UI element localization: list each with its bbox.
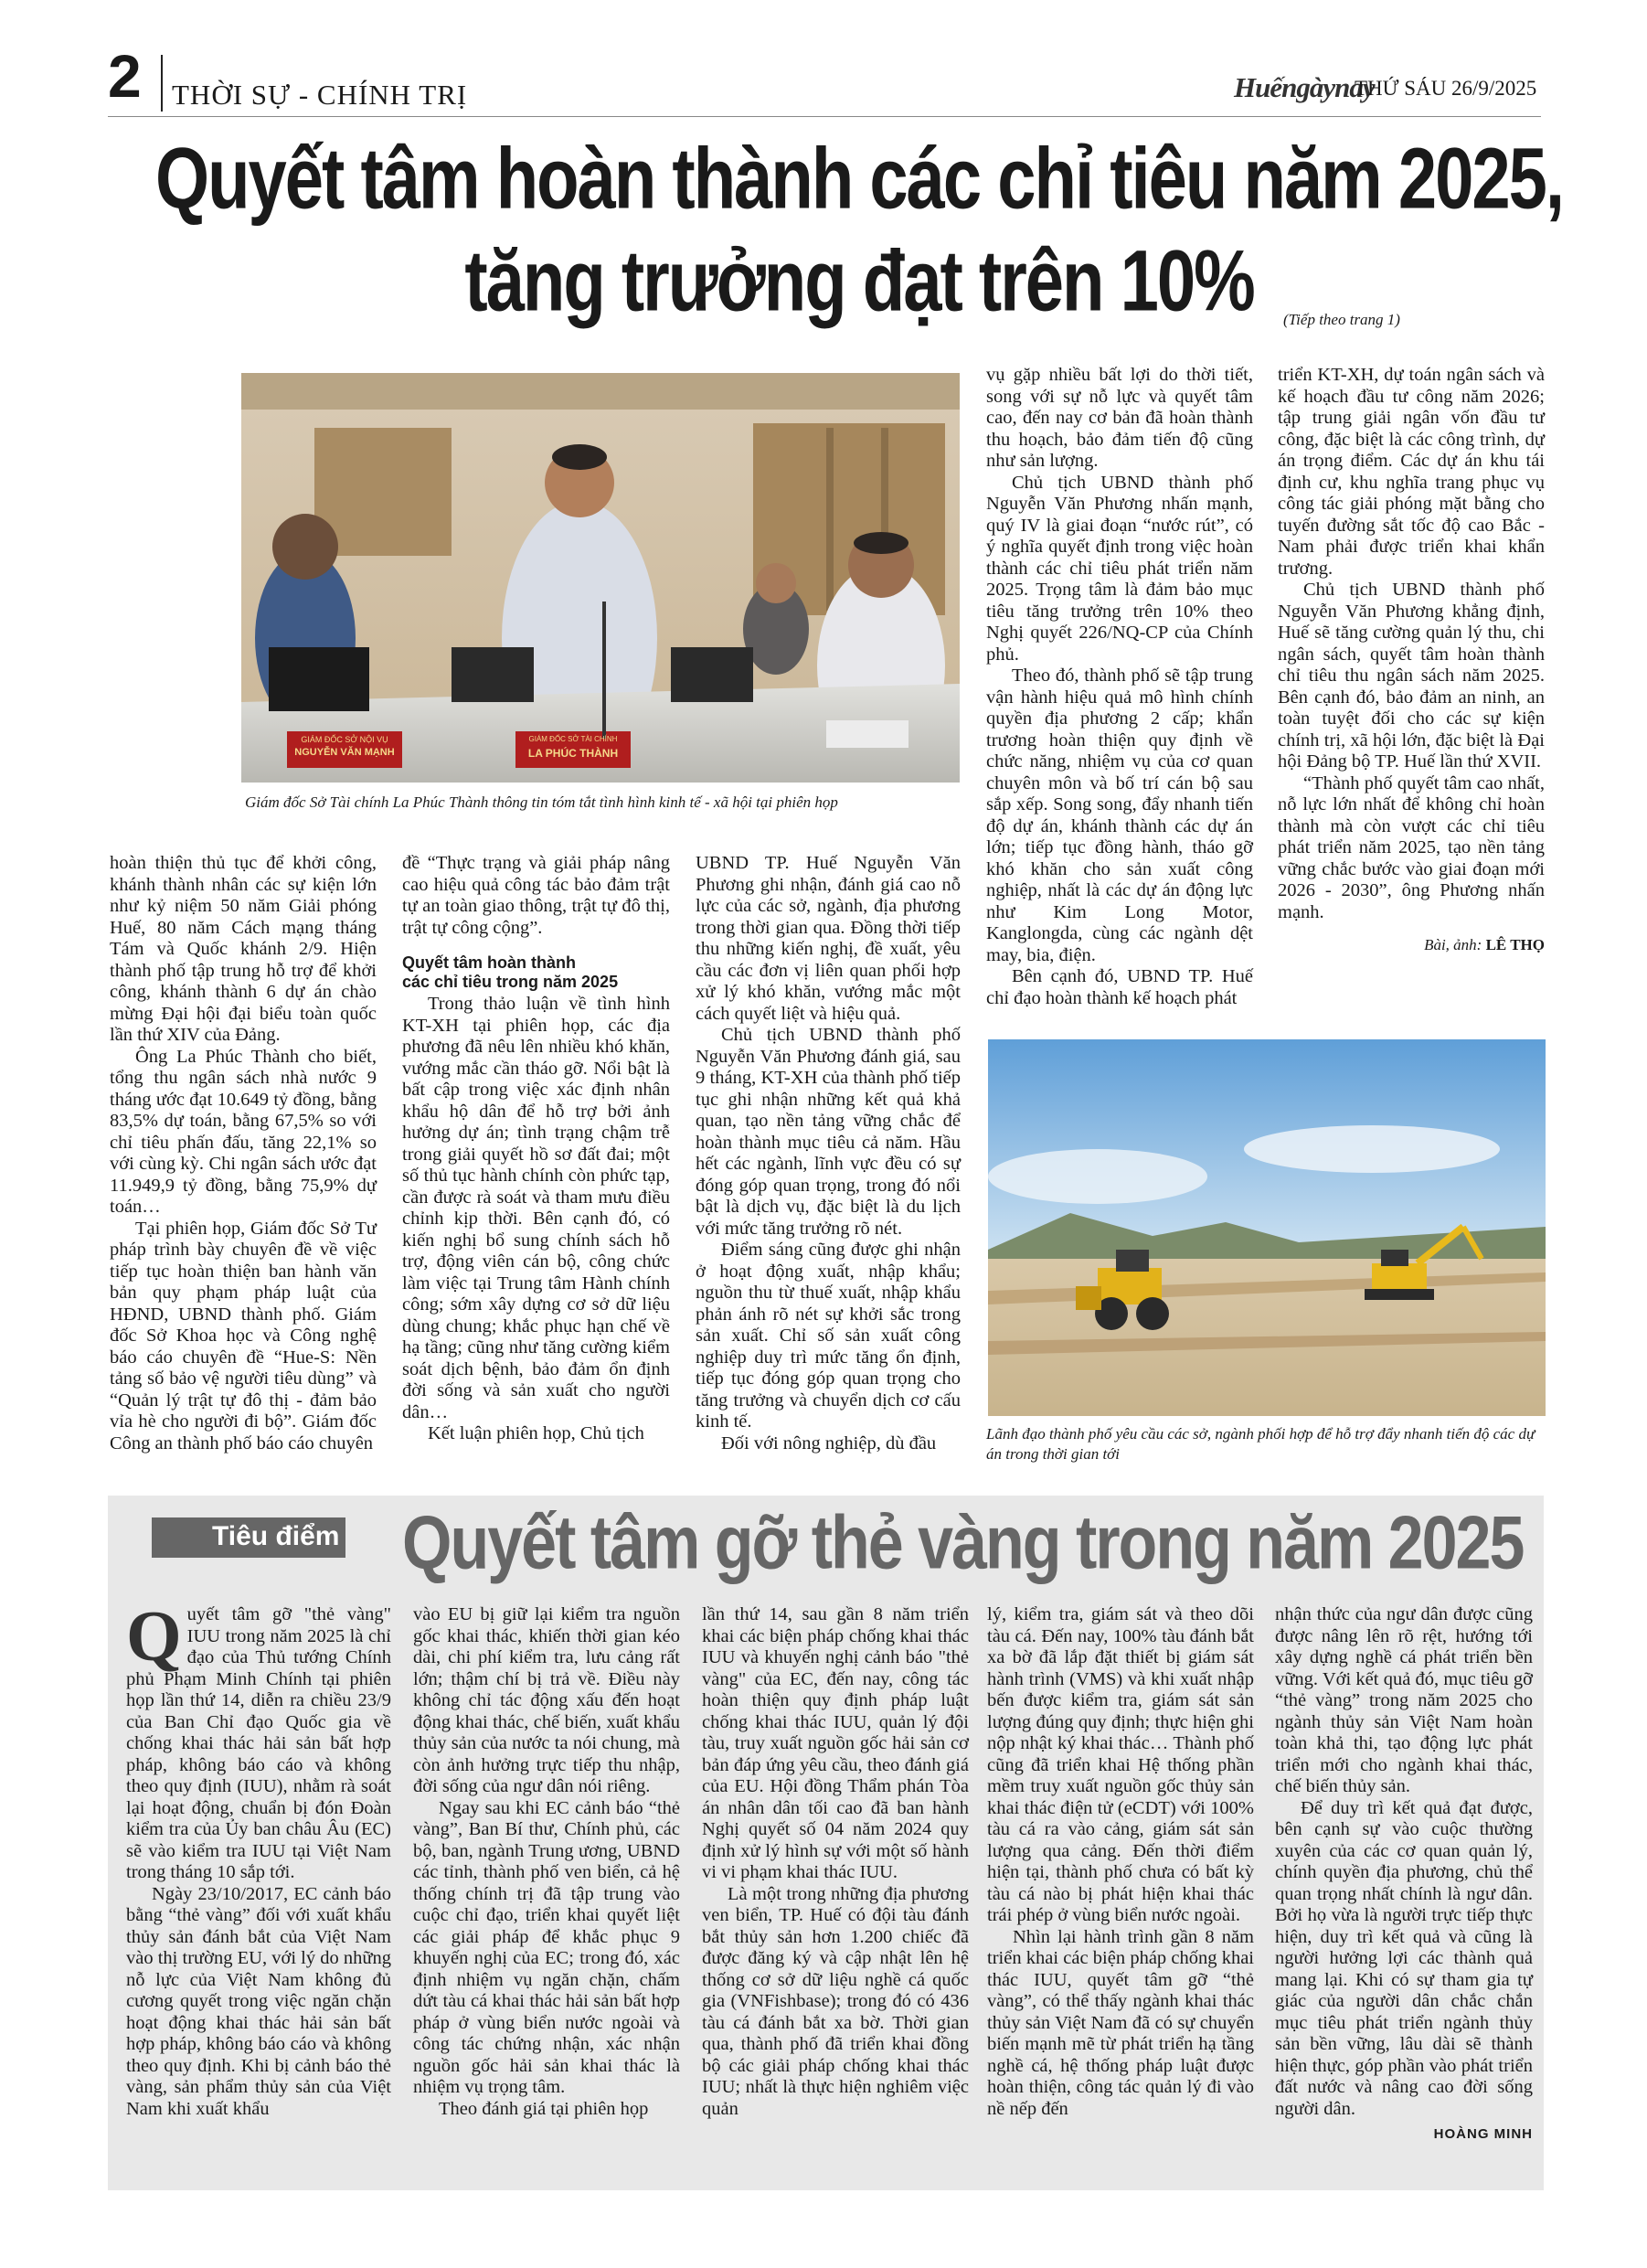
paragraph: Chủ tịch UBND thành phố Nguyễn Văn Phương khẳng định, Huế sẽ tăng cường quản lý thu, chi ngân sách, quyết tâm hoàn thành chỉ tiêu thu ngân sách năm 2025. Bên cạnh đó, bảo đảm an ninh, an toàn tuyệt đối cho các sự kiện chính trị, xã hội lớn, đặc biệt là Đại hội Đảng bộ TP. Huế lần thứ XVII. <box>1278 580 1545 772</box>
paragraph: Theo đó, thành phố sẽ tập trung vận hành hiệu quả mô hình chính quyền địa phương 2 cấp; khẩn trương hoàn thiện quy định về chức năng, nhiệm vụ của cơ quan chuyên môn và bố trí cán bộ sau sắp xếp. Song song, đẩy nhanh tiến độ dự án, khánh thành các dự án lớn; tiếp tục đồng hành, tháo gỡ khó khăn cho sản xuất công nghiệp, nhất là các dự án động lực như Kim Long Motor, Kanglongda, cùng các ngành dệt may, bia, điện. <box>986 665 1253 965</box>
construction-photo <box>988 1039 1546 1416</box>
focus-column-4 <box>987 1604 1254 2120</box>
paragraph: Ngay sau khi EC cảnh báo “thẻ vàng”, Ban Bí thư, Chính phủ, các bộ, ban, ngành Trung ương, UBND các tỉnh, thành phố ven biển, cả hệ thống chính trị đã tập trung vào cuộc chỉ đạo, triển khai quyết liệt các giải pháp để khắc phục 9 khuyến nghị của EC; trong đó, xác định nhiệm vụ ngăn chặn, chấm dứt tàu cá khai thác hải sản bất hợp pháp ở vùng biển nước ngoài và công tác chứng nhận, xác nhận nguồn gốc hải sản khai thác là nhiệm vụ trọng tâm. <box>413 1797 680 2097</box>
paragraph: Trong thảo luận về tình hình KT-XH tại phiên họp, các địa phương đã nêu lên nhiều khó khăn, vướng mắc cần tháo gỡ. Nổi bật là bất cập trong việc xác định nhân khẩu hộ dân để hỗ trợ bởi ảnh hưởng dự án; tình trạng chậm trễ trong giải quyết hồ sơ đất đai; một số thủ tục hành chính còn phức tạp, cần được rà soát và tham mưu điều chỉnh kịp thời. Bên cạnh đó, có kiến nghị bổ sung chính sách hỗ trợ, động viên cán bộ, công chức làm việc tại Trung tâm Hành chính công; sớm xây dựng cơ sở dữ liệu dùng chung; khắc phục hạn chế về hạ tầng; cũng như tăng cường kiểm soát dịch bệnh, bảo đảm ổn định đời sống và sản xuất cho người dân… <box>402 994 670 1422</box>
paragraph: UBND TP. Huế Nguyễn Văn Phương ghi nhận, đánh giá cao nỗ lực của các sở, ngành, địa phương trong thời gian qua. Đồng thời tiếp thu những kiến nghị, đề xuất, yêu cầu các đơn vị liên quan phối hợp xử lý khó khăn, vướng mắc một cách quyết liệt và hiệu quả. <box>696 853 961 1024</box>
header-divider <box>161 55 163 112</box>
focus-column-3 <box>702 1604 969 2120</box>
focus-column-5 <box>1275 1604 1533 2146</box>
paragraph: Chủ tịch UBND thành phố Nguyễn Văn Phương nhấn mạnh, quý IV là giai đoạn “nước rút”, có ý nghĩa quyết định trong việc hoàn thành các chỉ tiêu phát triển năm 2025. Trọng tâm là đảm bảo mục tiêu tăng trưởng trên 10% theo Nghị quyết 226/NQ-CP của Chính phủ. <box>986 472 1253 665</box>
paragraph: Đối với nông nghiệp, dù đầu <box>721 1432 937 1453</box>
paragraph: “Thành phố quyết tâm cao nhất, nỗ lực lớn nhất để không chỉ hoàn thành mà còn vượt các chỉ tiêu phát triển năm 2025, tạo nền tảng vững chắc bước vào giai đoạn mới 2026 - 2030”, ông Phương nhấn mạnh. <box>1278 772 1545 922</box>
nameplate-center-name: LA PHÚC THÀNH <box>527 747 619 760</box>
lead-paragraph: Quyết tâm gỡ "thẻ vàng" IUU trong năm 2025 là chỉ đạo của Thủ tướng Chính phủ Phạm Minh Chính tại phiên họp lần thứ 14, diễn ra chiều 23/9 của Ban Chỉ đạo Quốc gia về chống khai thác hải sản bất hợp pháp, không báo cáo và không theo quy định (IUU), nhằm rà soát lại hoạt động, chuẩn bị đón Đoàn kiểm tra của Ủy ban châu Âu (EC) sẽ vào kiểm tra IUU tại Việt Nam trong tháng 10 sắp tới. <box>126 1596 391 1882</box>
article-byline: Bài, ảnh: LÊ THỌ <box>1424 936 1545 953</box>
drop-cap: Q <box>126 1596 182 1676</box>
newspaper-logo: Huếngàynay <box>1234 71 1375 103</box>
subheading: Quyết tâm hoàn thành các chỉ tiêu trong năm 2025 <box>402 953 619 991</box>
paragraph: Kết luận phiên họp, Chủ tịch <box>428 1423 644 1443</box>
focus-signature: HOÀNG MINH <box>1433 2126 1533 2142</box>
paragraph: Chủ tịch UBND thành phố Nguyễn Văn Phương đánh giá, sau 9 tháng, KT-XH của thành phố tiếp tục ghi nhận những kết quả khả quan, tạo nền tảng vững chắc để hoàn thành mục tiêu cả năm. Hầu hết các ngành, lĩnh vực đều có sự đóng góp quan trọng, trong đó nổi bật là dịch vụ, đặc biệt là du lịch với mức tăng trưởng rõ nét. <box>696 1025 961 1239</box>
section-title: THỜI SỰ - CHÍNH TRỊ <box>172 79 468 111</box>
meeting-photo <box>241 373 960 783</box>
nameplate-left-title: GIÁM ĐỐC SỞ NỘI VỤ <box>301 735 388 744</box>
focus-column-2 <box>413 1604 680 2120</box>
paragraph: Tại phiên họp, Giám đốc Sở Tư pháp trình bày chuyên đề về việc tiếp tục hoàn thiện ban hành văn bản quy phạm pháp luật của HĐND, UBND thành phố. Giám đốc Sở Khoa học và Công nghệ báo cáo chuyên đề “Hue-S: Nền tảng số bảo vệ người tiêu dùng” và “Quản lý trật tự đô thị - đảm bảo vỉa hè cho người đi bộ”. Giám đốc Công an thành phố báo cáo chuyên <box>110 1218 377 1453</box>
paragraph: vào EU bị giữ lại kiểm tra nguồn gốc khai thác, khiến thời gian kéo dài, chi phí kiểm tra, lưu cảng rất lớn; thậm chí bị trả về. Điều này không chỉ tác động xấu đến hoạt động khai thác, chế biến, xuất khẩu thủy sản của nước ta nói chung, mà còn ảnh hưởng trực tiếp thu nhập, đời sống của ngư dân nói riêng. <box>413 1604 680 1796</box>
meeting-photo-illustration <box>241 373 960 783</box>
paragraph: Bên cạnh đó, UBND TP. Huế chỉ đạo hoàn thành kế hoạch phát <box>986 966 1253 1008</box>
article-column-1 <box>110 853 377 1454</box>
paragraph: Điểm sáng cũng được ghi nhận ở hoạt động xuất, nhập khẩu; nguồn thu từ thuế xuất, nhập khẩu phản ánh rõ nét sự khởi sắc trong sản xuất. Chỉ số sản xuất công nghiệp duy trì mức tăng ổn định, tiếp tục đóng góp quan trọng cho tăng trưởng và chuyển dịch cơ cấu kinh tế. <box>696 1240 961 1432</box>
nameplate-center-title: GIÁM ĐỐC SỞ TÀI CHÍNH <box>528 735 618 743</box>
paragraph: Theo đánh giá tại phiên họp <box>439 2098 649 2119</box>
article-column-2 <box>402 853 670 1445</box>
header-rule <box>108 116 1541 117</box>
paragraph: vụ gặp nhiều bất lợi do thời tiết, song với sự nỗ lực và quyết tâm cao, đến nay cơ bản đã hoàn thành thu hoạch, bảo đảm tiến độ cũng như sản lượng. <box>986 365 1253 471</box>
photo1-caption: Giám đốc Sở Tài chính La Phúc Thành thông tin tóm tắt tình hình kinh tế - xã hội tại phiên họp <box>245 793 838 811</box>
paragraph: Là một trong những địa phương ven biển, TP. Huế có đội tàu đánh bắt thủy sản hơn 1.200 chiếc đã được đăng ký và cập nhật lên hệ thống cơ sở dữ liệu nghề cá quốc gia (VNFishbase); trong đó có 436 tàu cá đánh bắt xa bờ. Thời gian qua, thành phố đã triển khai đồng bộ các giải pháp chống khai thác IUU; nhất là thực hiện nghiêm việc quản <box>702 1883 969 2119</box>
paragraph: đề “Thực trạng và giải pháp nâng cao hiệu quả công tác bảo đảm trật tự an toàn giao thông, trật tự đô thị, trật tự công cộng”. <box>402 853 670 938</box>
nameplate-left-name: NGUYỄN VĂN MẠNH <box>294 747 395 758</box>
photo2-caption: Lãnh đạo thành phố yêu cầu các sở, ngành phối hợp để hỗ trợ đẩy nhanh tiến độ các dự án trong thời gian tới <box>986 1425 1535 1463</box>
paragraph: hoàn thiện thủ tục để khởi công, khánh thành nhân các sự kiện lớn như kỷ niệm 50 năm Giải phóng Huế, 80 năm Cách mạng tháng Tám và Quốc khánh 2/9. Hiện thành phố tập trung hỗ trợ để khởi công, khánh thành 6 dự án chào mừng Đại hội đại biểu toàn quốc lần thứ XIV của Đảng. <box>110 853 377 1045</box>
paragraph: lý, kiểm tra, giám sát và theo dõi tàu cá. Đến nay, 100% tàu đánh bắt xa bờ đã lắp đặt thiết bị giám sát hành trình (VMS) và khi xuất nhập bến được kiểm tra, giám sát sản lượng đúng quy định; thực hiện ghi nộp nhật ký khai thác… Thành phố cũng đã triển khai Hệ thống phần mềm truy xuất nguồn gốc thủy sản khai thác điện tử (eCDT) với 100% tàu cá ra vào cảng, giám sát sản lượng qua cảng. Đến thời điểm hiện tại, thành phố chưa có bất kỳ tàu cá nào bị phát hiện khai thác trái phép ở vùng biển nước ngoài. <box>987 1604 1254 1925</box>
headline-line-2: tăng trưởng đạt trên 10% <box>464 232 1254 330</box>
continued-note: (Tiếp theo trang 1) <box>1283 311 1400 328</box>
article-column-4 <box>986 365 1253 1009</box>
focus-column-1 <box>126 1596 391 2120</box>
focus-tag: Tiêu điểm <box>212 1521 340 1551</box>
focus-title: Quyết tâm gỡ thẻ vàng trong năm 2025 <box>402 1500 1524 1585</box>
paragraph: Ông La Phúc Thành cho biết, tổng thu ngân sách nhà nước 9 tháng ước đạt 10.649 tỷ đồng, bằng 83,5% dự toán, bằng 67,5% so với chỉ tiêu phấn đấu, tăng 22,1% so với cùng kỳ. Chi ngân sách ước đạt 11.949,9 tỷ đồng, bằng 75,9% dự toán… <box>110 1046 377 1217</box>
paragraph: Ngày 23/10/2017, EC cảnh báo bằng “thẻ vàng” đối với xuất khẩu thủy sản đánh bắt của Việt Nam vào thị trường EU, với lý do những nỗ lực của Việt Nam không đủ cương quyết trong việc ngăn chặn hoạt động khai thác hải sản bất hợp pháp, không báo cáo và không theo quy định. Khi bị cảnh báo thẻ vàng, sản phẩm thủy sản của Việt Nam khi xuất khẩu <box>126 1883 391 2119</box>
paragraph: Để duy trì kết quả đạt được, bên cạnh sự vào cuộc thường xuyên của các cơ quan quản lý, chính quyền địa phương, chủ thể quan trọng nhất chính là ngư dân. Bởi họ vừa là người trực tiếp thực hiện, duy trì kết quả và cũng là người hưởng lợi các thành quả mang lại. Khi có sự tham gia tự giác của người dân chắc chắn mục tiêu phát triển ngành thủy sản bền vững, lâu dài sẽ thành hiện thực, góp phần vào phát triển đất nước và nâng cao đời sống người dân. <box>1275 1797 1533 2119</box>
page-number: 2 <box>108 42 142 110</box>
headline-line-1: Quyết tâm hoàn thành các chỉ tiêu năm 2025, <box>154 130 1564 228</box>
paragraph: nhận thức của ngư dân được cũng được nâng lên rõ rệt, hướng tới xây dựng nghề cá phát triển bền vững. Với kết quả đó, mục tiêu gỡ “thẻ vàng” trong năm 2025 cho ngành thủy sản Việt Nam hoàn toàn khả thi, tạo động lực phát triển mới cho ngành khai thác, chế biến thủy sản. <box>1275 1604 1533 1796</box>
article-column-3 <box>696 853 961 1454</box>
issue-date: THỨ SÁU 26/9/2025 <box>1355 77 1537 100</box>
paragraph: Nhìn lại hành trình gần 8 năm triển khai các biện pháp chống khai thác IUU, quyết tâm gỡ “thẻ vàng”, có thể thấy ngành khai thác thủy sản Việt Nam đã có sự chuyển biến mạnh mẽ từ phát triển hạ tầng nghề cá, hệ thống pháp luật được hoàn thiện, công tác quản lý đi vào nề nếp đến <box>987 1926 1254 2119</box>
paragraph: triển KT-XH, dự toán ngân sách và kế hoạch đầu tư công năm 2026; tập trung giải ngân vốn đầu tư công, đặc biệt là các công trình, dự án trọng điểm. Các dự án khu tái định cư, khu nghĩa trang phục vụ công tác giải phóng mặt bằng cho tuyến đường sắt tốc độ cao Bắc - Nam phải được triển khai khẩn trương. <box>1278 365 1545 579</box>
paragraph: lần thứ 14, sau gần 8 năm triển khai các biện pháp chống khai thác IUU và khuyến nghị cảnh báo "thẻ vàng" của EC, đến nay, công tác hoàn thiện quy định pháp luật chống khai thác IUU, quản lý đội tàu, truy xuất nguồn gốc hải sản cơ bản đáp ứng yêu cầu, theo đánh giá của EU. Hội đồng Thẩm phán Tòa án nhân dân tối cao đã ban hành Nghị quyết số 04 năm 2024 quy định xử lý hình sự với một số hành vi vi phạm khai thác IUU. <box>702 1604 969 1882</box>
article-column-5 <box>1278 365 1545 956</box>
construction-photo-illustration <box>988 1039 1546 1416</box>
